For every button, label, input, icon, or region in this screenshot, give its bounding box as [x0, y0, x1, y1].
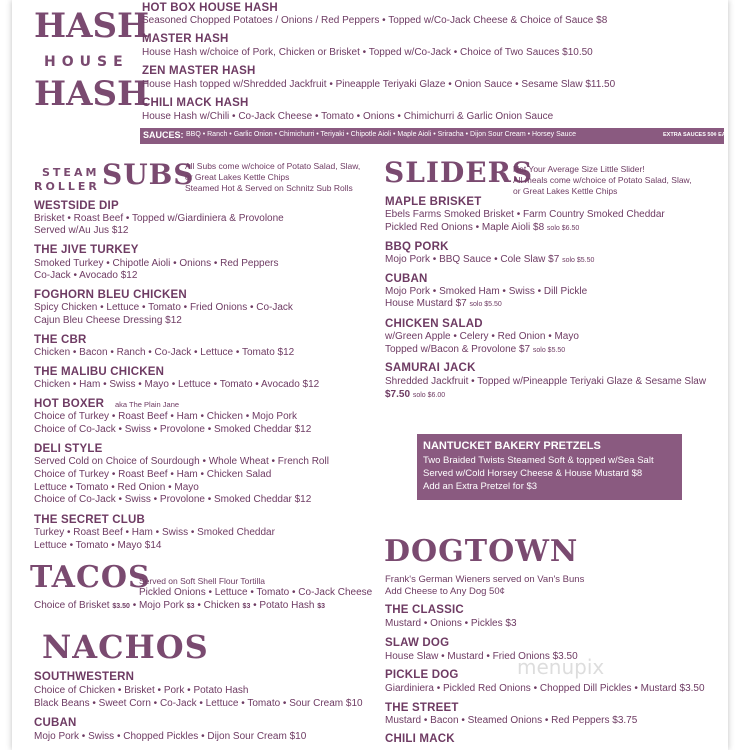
dog-item-name: PICKLE DOG [385, 669, 459, 681]
sliders-note: Not Your Average Size Little Slider! [513, 164, 645, 174]
slider-item-desc [385, 389, 445, 403]
subs-title-small-1: STEAM [42, 166, 100, 179]
subs-title: SUBS [102, 158, 195, 191]
slider-item-desc-text: Pickled Red Onions • Maple Aioli $8 [385, 222, 545, 233]
tacos-price: $3 [186, 603, 195, 610]
sub-item-desc: Choice of Co-Jack • Swiss • Provolone • Smoked Cheddar $12 [34, 424, 312, 435]
tacos-price: $3 [317, 603, 326, 610]
tacos-choice: Choice of Brisket [34, 600, 110, 611]
dog-item-name: THE STREET [385, 702, 459, 714]
sliders-title: SLIDERS [384, 156, 534, 189]
subs-note: All Subs come w/choice of Potato Salad, Slaw, [185, 161, 361, 171]
slider-item-desc: w/Green Apple • Celery • Red Onion • Mayo [385, 331, 579, 342]
hash-item-name: ZEN MASTER HASH [142, 65, 256, 77]
pretzels-desc: Served w/Cold Horsey Cheese & House Mustard $8 [423, 468, 643, 479]
tacos-choices [34, 600, 325, 614]
sliders-note: or Great Lakes Kettle Chips [513, 186, 618, 196]
sauces-label: SAUCES: [143, 130, 184, 140]
tacos-note: Served on Soft Shell Flour Tortilla [139, 576, 265, 586]
slider-item-name: CUBAN [385, 273, 428, 285]
slider-item-desc [385, 222, 579, 236]
nachos-item-desc: Choice of Chicken • Brisket • Pork • Potato Hash [34, 685, 249, 696]
sub-item-desc: Co-Jack • Avocado $12 [34, 270, 138, 281]
sauces-list: BBQ • Ranch • Garlic Onion • Chimichurri • Teriyaki • Chipotle Aioli • Maple Aioli • Sriracha • Dijon Sour Cream • Horsey Sauce [186, 131, 576, 138]
sub-item-name: HOT BOXER [34, 398, 105, 410]
nachos-item-desc: Black Beans • Sweet Corn • Co-Jack • Lettuce • Tomato • Sour Cream $10 [34, 698, 363, 709]
dog-item-desc: Mustard • Onions • Pickles $3 [385, 618, 517, 629]
sub-item-desc: Cajun Bleu Cheese Dressing $12 [34, 315, 182, 326]
sub-item-desc: Lettuce • Tomato • Mayo $14 [34, 540, 162, 551]
dog-item-name: CHILI MACK [385, 733, 455, 745]
slider-item-desc: Shredded Jackfruit • Topped w/Pineapple Teriyaki Glaze & Sesame Slaw [385, 376, 707, 387]
watermark: menupix [517, 655, 605, 679]
dog-item-name: THE CLASSIC [385, 604, 464, 616]
sub-item-desc: Spicy Chicken • Lettuce • Tomato • Fried Onions • Co-Jack [34, 302, 293, 313]
sub-item-desc: Smoked Turkey • Chipotle Aioli • Onions • Red Peppers [34, 258, 279, 269]
dog-item-desc: Mustard • Bacon • Steamed Onions • Red Peppers $3.75 [385, 715, 638, 726]
slider-item-name: BBQ PORK [385, 241, 449, 253]
hash-item-desc: House Hash w/Chili • Co-Jack Cheese • Tomato • Onions • Chimichurri & Garlic Onion Sauce [142, 111, 554, 122]
slider-item-name: MAPLE BRISKET [385, 196, 482, 208]
pretzels-title: NANTUCKET BAKERY PRETZELS [423, 440, 601, 452]
subs-note: or Great Lakes Kettle Chips [185, 172, 290, 182]
extra-sauces: EXTRA SAUCES 50¢ EA [663, 132, 726, 138]
hash-item-name: MASTER HASH [142, 33, 229, 45]
nachos-item-name: SOUTHWESTERN [34, 671, 135, 683]
slider-solo-price: solo $6.50 [546, 225, 580, 232]
subs-note: Steamed Hot & Served on Schnitz Sub Rolls [185, 183, 353, 193]
subs-title-small-2: ROLLER [34, 180, 100, 193]
sub-item-desc: Lettuce • Tomato • Red Onion • Mayo [34, 482, 199, 493]
tacos-price: $3 [242, 603, 251, 610]
dog-item-desc: House Slaw • Mustard • Fried Onions $3.50 [385, 651, 578, 662]
slider-item-desc [385, 254, 594, 268]
slider-item-desc-text: Topped w/Bacon & Provolone $7 [385, 344, 531, 355]
tacos-choice: • Potato Hash [253, 600, 315, 611]
tacos-choice: • Mojo Pork [132, 600, 184, 611]
dog-item-desc: Giardiniera • Pickled Red Onions • Chopped Dill Pickles • Mustard $3.50 [385, 683, 705, 694]
sauces-bar [140, 128, 724, 144]
slider-item-desc-text: Mojo Pork • BBQ Sauce • Cole Slaw $7 [385, 254, 560, 265]
slider-item-desc [385, 344, 565, 358]
sub-item-name: WESTSIDE DIP [34, 200, 119, 212]
slider-solo-price: solo $5.50 [532, 347, 566, 354]
slider-solo-price: solo $5.50 [562, 257, 595, 264]
nachos-item-name: CUBAN [34, 717, 77, 729]
hash-item-desc: Seasoned Chopped Potatoes / Onions / Red Peppers • Topped w/Co-Jack Cheese & Choice of Sauce $8 [142, 15, 608, 26]
nachos-title: NACHOS [42, 628, 209, 666]
sub-item-aka: aka The Plain Jane [115, 400, 180, 409]
sub-item-desc: Served w/Au Jus $12 [34, 225, 129, 236]
slider-item-desc: Ebels Farms Smoked Brisket • Farm Country Smoked Cheddar [385, 209, 665, 220]
dogtown-note: Add Cheese to Any Dog 50¢ [385, 586, 505, 597]
sub-item-desc: Choice of Co-Jack • Swiss • Provolone • Smoked Cheddar $12 [34, 494, 312, 505]
slider-solo-price: solo $6.00 [412, 392, 446, 399]
sub-item-name: THE MALIBU CHICKEN [34, 366, 165, 378]
slider-item-desc: Mojo Pork • Smoked Ham • Swiss • Dill Pickle [385, 286, 588, 297]
hash-title-mid: HOUSE [44, 54, 129, 70]
hash-title-top: HASH [34, 6, 150, 46]
sub-item-name: FOGHORN BLEU CHICKEN [34, 289, 187, 301]
slider-item-desc-text: House Mustard $7 [385, 298, 467, 309]
hash-item-desc: House Hash w/choice of Pork, Chicken or Brisket • Topped w/Co-Jack • Choice of Two Sauces $10.50 [142, 47, 593, 58]
sub-item-desc: Choice of Turkey • Roast Beef • Ham • Chicken • Mojo Pork [34, 411, 297, 422]
pretzels-desc: Add an Extra Pretzel for $3 [423, 481, 538, 492]
menu-page [12, 0, 728, 750]
hash-item-name: HOT BOX HOUSE HASH [142, 2, 278, 14]
slider-solo-price: solo $5.50 [469, 301, 502, 308]
sub-item-name: THE SECRET CLUB [34, 514, 145, 526]
pretzels-desc: Two Braided Twists Steamed Soft & topped w/Sea Salt [423, 455, 654, 466]
sub-item-name: THE CBR [34, 334, 87, 346]
hash-item-desc: House Hash topped w/Shredded Jackfruit • Pineapple Teriyaki Glaze • Onion Sauce • Sesame Slaw $11.50 [142, 79, 616, 90]
slider-item-name: CHICKEN SALAD [385, 318, 483, 330]
slider-item-name: SAMURAI JACK [385, 362, 476, 374]
sub-item-desc: Turkey • Roast Beef • Ham • Swiss • Smoked Cheddar [34, 527, 275, 538]
tacos-desc: Pickled Onions • Lettuce • Tomato • Co-Jack Cheese [139, 587, 373, 598]
nachos-item-desc: Mojo Pork • Swiss • Chopped Pickles • Dijon Sour Cream $10 [34, 731, 307, 742]
sliders-note: All meals come w/choice of Potato Salad, Slaw, [513, 175, 692, 185]
sub-item-desc: Chicken • Bacon • Ranch • Co-Jack • Lettuce • Tomato $12 [34, 347, 295, 358]
sub-item-name: THE JIVE TURKEY [34, 244, 139, 256]
tacos-title: TACOS [30, 560, 151, 595]
sub-item-desc: Served Cold on Choice of Sourdough • Whole Wheat • French Roll [34, 456, 329, 467]
tacos-price: $3.50 [112, 603, 130, 610]
slider-item-desc-text: $7.50 [385, 389, 411, 400]
dog-item-name: SLAW DOG [385, 637, 450, 649]
hash-item-name: CHILI MACK HASH [142, 97, 249, 109]
pretzels-box [417, 434, 682, 500]
sub-item-desc: Choice of Turkey • Roast Beef • Ham • Chicken Salad [34, 469, 272, 480]
dogtown-title: DOGTOWN [384, 534, 579, 569]
dogtown-note: Frank's German Wieners served on Van's Buns [385, 574, 585, 585]
slider-item-desc [385, 298, 502, 312]
hash-title-bot: HASH [34, 74, 150, 114]
sub-item-name: DELI STYLE [34, 443, 103, 455]
tacos-choice: • Chicken [197, 600, 240, 611]
sub-item-desc: Chicken • Ham • Swiss • Mayo • Lettuce • Tomato • Avocado $12 [34, 379, 320, 390]
sub-item-desc: Brisket • Roast Beef • Topped w/Giardiniera & Provolone [34, 213, 284, 224]
